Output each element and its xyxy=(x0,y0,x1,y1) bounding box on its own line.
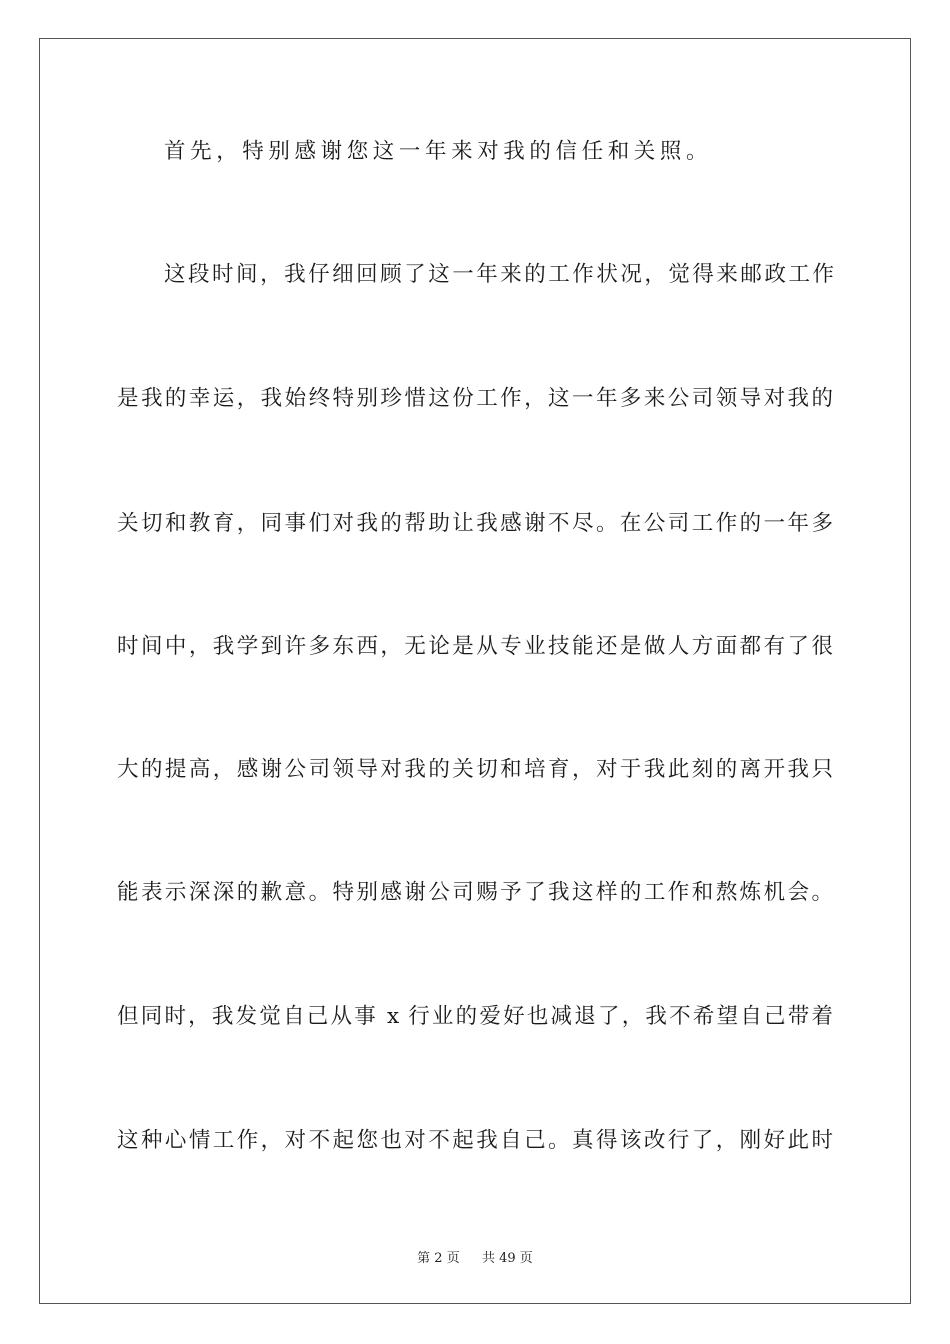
paragraph-line-8: 但同时，我发觉自己从事 x 行业的爱好也减退了，我不希望自己带着 xyxy=(117,1004,833,1029)
paragraph-line-1: 首先，特别感谢您这一年来对我的信任和关照。 xyxy=(164,139,713,164)
paragraph-line-2: 这段时间，我仔细回顾了这一年来的工作状况，觉得来邮政工作 xyxy=(164,262,834,287)
page-border xyxy=(39,38,911,1304)
page-footer xyxy=(0,1247,950,1266)
paragraph-line-6: 大的提高，感谢公司领导对我的关切和培育，对于我此刻的离开我只 xyxy=(117,757,833,782)
paragraph-line-7: 能表示深深的歉意。特别感谢公司赐予了我这样的工作和熬炼机会。 xyxy=(117,880,833,905)
paragraph-line-5: 时间中，我学到许多东西，无论是从专业技能还是做人方面都有了很 xyxy=(117,634,833,659)
paragraph-line-4: 关切和教育，同事们对我的帮助让我感谢不尽。在公司工作的一年多 xyxy=(117,511,833,536)
page-number: 第 2 页 xyxy=(417,1251,460,1266)
page-total: 共 49 页 xyxy=(482,1251,533,1266)
paragraph-line-3: 是我的幸运，我始终特别珍惜这份工作，这一年多来公司领导对我的 xyxy=(117,386,833,411)
paragraph-line-9: 这种心情工作，对不起您也对不起我自己。真得该改行了，刚好此时 xyxy=(117,1128,833,1153)
